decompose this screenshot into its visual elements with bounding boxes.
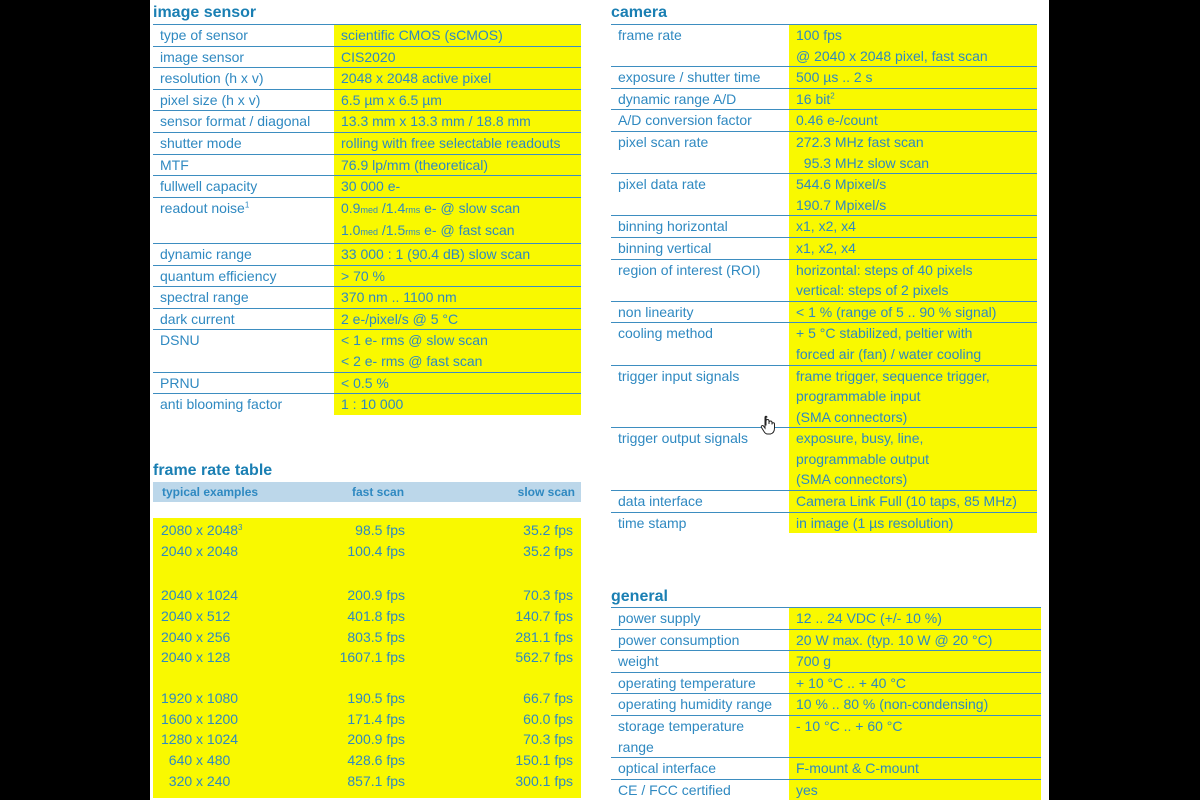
- value-text: 20 W max. (typ. 10 W @ 20 °C): [796, 631, 993, 648]
- sensor-label: [153, 394, 334, 415]
- table-row: [153, 154, 581, 176]
- general-label: operating temperature: [611, 672, 789, 694]
- sensor-label: [153, 351, 334, 372]
- value-text: (SMA connectors): [796, 471, 908, 488]
- label-text: PRNU: [160, 374, 200, 391]
- sensor-value: < 2 e- rms @ fast scan: [334, 351, 581, 372]
- slow-scan-cell: 35.2 fps: [523, 522, 573, 538]
- fast-scan-cell: 200.9 fps: [347, 731, 405, 747]
- camera-value: [789, 449, 1037, 470]
- camera-value: [789, 344, 1037, 365]
- table-row: [153, 25, 581, 47]
- camera-value: [789, 110, 1037, 132]
- table-row: [153, 265, 581, 287]
- value-text: 272.3 MHz fast scan: [796, 133, 924, 150]
- label-text: type of sensor: [160, 27, 248, 43]
- label-text: resolution (h x v): [160, 70, 264, 87]
- sensor-value: rolling with free selectable readouts: [334, 132, 581, 154]
- resolution-cell: 1280 x 1024: [161, 731, 239, 747]
- value-text: /1.4: [377, 199, 406, 216]
- table-row: [611, 386, 1037, 407]
- general-value: [789, 694, 1041, 716]
- table-row: [153, 394, 581, 415]
- table-row: [153, 287, 581, 309]
- value-text: 500 µs .. 2 s: [796, 69, 873, 86]
- general-heading: general: [611, 588, 668, 605]
- table-row: [153, 330, 581, 351]
- table-row: [611, 174, 1037, 195]
- table-row: [153, 372, 581, 394]
- table-row: [611, 737, 1041, 758]
- sensor-label: [153, 176, 334, 198]
- table-row: [611, 259, 1037, 280]
- table-row: [611, 131, 1037, 152]
- fast-scan-cell: 100.4 fps: [347, 543, 405, 559]
- slow-scan-cell: 60.0 fps: [523, 711, 573, 727]
- table-row: [611, 469, 1037, 490]
- sensor-value: > 70 %: [334, 265, 581, 287]
- image-sensor-heading: image sensor: [153, 4, 257, 21]
- camera-value: [789, 491, 1037, 513]
- sensor-label: [153, 154, 334, 176]
- camera-label: pixel data rate: [611, 174, 789, 195]
- value-sub: med: [360, 227, 378, 238]
- sensor-label: [153, 197, 334, 220]
- fast-scan-cell: 190.5 fps: [347, 690, 405, 706]
- table-row: [611, 153, 1037, 174]
- camera-value: [789, 259, 1037, 280]
- camera-value: [789, 237, 1037, 259]
- table-row: [611, 365, 1037, 386]
- camera-label: [611, 386, 789, 407]
- sensor-value: 76.9 lp/mm (theoretical): [334, 154, 581, 176]
- general-value: [789, 779, 1041, 800]
- frame-rate-row: 2080 x 2048 3 98.5 fps 35.2 fps: [153, 521, 581, 542]
- camera-label: A/D conversion factor: [611, 110, 789, 132]
- general-value: [789, 629, 1041, 651]
- sensor-label: [153, 265, 334, 287]
- table-row: [611, 25, 1037, 46]
- table-row: [611, 301, 1037, 323]
- table-row: [611, 608, 1041, 630]
- sensor-value: [334, 197, 581, 220]
- value-sub: med: [360, 204, 378, 215]
- frame-rate-row: [153, 586, 581, 607]
- camera-value: [789, 67, 1037, 89]
- general-label: power supply: [611, 608, 789, 630]
- label-text: spectral range: [160, 289, 249, 306]
- value-text: e- @ fast scan: [420, 222, 515, 239]
- fast-scan-cell: 401.8 fps: [347, 608, 405, 624]
- general-table: [611, 607, 1041, 800]
- camera-label: exposure / shutter time: [611, 67, 789, 89]
- camera-label: [611, 469, 789, 490]
- sensor-value: 6.5 µm x 6.5 µm: [334, 89, 581, 111]
- general-value: [789, 715, 1041, 736]
- sensor-value: 370 nm .. 1100 nm: [334, 287, 581, 309]
- resolution-cell: 1600 x 1200: [161, 711, 239, 727]
- fast-scan-cell: 803.5 fps: [347, 629, 405, 645]
- frame-rate-row: [153, 628, 581, 649]
- general-label: storage temperature: [611, 715, 789, 736]
- camera-value: [789, 280, 1037, 301]
- value-text: 190.7 Mpixel/s: [796, 196, 887, 213]
- table-row: [153, 46, 581, 68]
- camera-value: [789, 386, 1037, 407]
- slow-scan-cell: 70.3 fps: [523, 587, 573, 603]
- table-row: [153, 132, 581, 154]
- camera-label: trigger input signals: [611, 365, 789, 386]
- value-text: 700 g: [796, 653, 832, 670]
- camera-value: [789, 195, 1037, 216]
- general-label: operating humidity range: [611, 694, 789, 716]
- camera-label: non linearity: [611, 301, 789, 323]
- fast-scan-cell: 171.4 fps: [347, 711, 405, 727]
- table-row: [153, 197, 581, 220]
- table-row: [611, 67, 1037, 89]
- sensor-value: 2 e-/pixel/s @ 5 °C: [334, 308, 581, 330]
- resolution-cell: 2040 x 1024: [161, 587, 239, 603]
- image-sensor-table: [153, 24, 581, 415]
- value-text: programmable output: [796, 450, 930, 467]
- table-row: [611, 491, 1037, 513]
- value-text: 12 .. 24 VDC (+/- 10 %): [796, 610, 942, 626]
- fast-scan-cell: 98.5 fps: [355, 522, 405, 538]
- sensor-label: [153, 46, 334, 68]
- frame-rate-row: [153, 772, 581, 793]
- table-row: [611, 344, 1037, 365]
- value-text: exposure, busy, line,: [796, 430, 924, 447]
- resolution-cell: 1920 x 1080: [161, 690, 239, 706]
- table-row: [153, 351, 581, 372]
- camera-value: [789, 301, 1037, 323]
- camera-value: [789, 216, 1037, 238]
- hand-pointer-icon: [760, 415, 776, 435]
- slow-scan-cell: 300.1 fps: [515, 773, 573, 789]
- camera-label: [611, 195, 789, 216]
- value-text: @ 2040 x 2048 pixel, fast scan: [796, 47, 988, 64]
- general-label: power consumption: [611, 629, 789, 651]
- resolution-cell: 2040 x 128: [161, 649, 231, 665]
- value-text: + 10 °C .. + 40 °C: [796, 674, 907, 691]
- value-sub: rms: [405, 227, 421, 238]
- table-row: [611, 280, 1037, 301]
- sensor-label: [153, 68, 334, 90]
- value-text: forced air (fan) / water cooling: [796, 345, 982, 362]
- resolution-cell: 640 x 480: [161, 752, 231, 768]
- frame-rate-row: [153, 730, 581, 751]
- sensor-value: 2048 x 2048 active pixel: [334, 68, 581, 90]
- slow-scan-cell: 281.1 fps: [515, 629, 573, 645]
- camera-table: [611, 24, 1037, 533]
- fast-scan-cell: 1607.1 fps: [339, 649, 405, 665]
- camera-value: [789, 469, 1037, 490]
- camera-label: dynamic range A/D: [611, 88, 789, 110]
- table-row: [611, 195, 1037, 216]
- table-row: [611, 629, 1041, 651]
- value-text: 16 bit: [796, 90, 831, 107]
- camera-value: [789, 512, 1037, 533]
- table-row: [611, 715, 1041, 736]
- camera-label: data interface: [611, 491, 789, 513]
- table-row: [611, 758, 1041, 780]
- resolution-cell: 2040 x 512: [161, 608, 231, 624]
- slow-scan-cell: 66.7 fps: [523, 690, 573, 706]
- label-text: quantum efficiency: [160, 267, 277, 284]
- general-value: [789, 737, 1041, 758]
- slow-scan-cell: 150.1 fps: [515, 752, 573, 768]
- sensor-value: 33 000 : 1 (90.4 dB) slow scan: [334, 243, 581, 265]
- label-text: pixel size (h x v): [160, 91, 261, 108]
- value-text: /1.5: [377, 222, 406, 239]
- camera-value: [789, 365, 1037, 386]
- label-text: fullwell capacity: [160, 178, 258, 195]
- sensor-label: [153, 330, 334, 351]
- value-text: yes: [796, 781, 818, 798]
- value-text: 100 fps: [796, 27, 842, 43]
- label-text: dark current: [160, 310, 235, 327]
- slow-scan-cell: 140.7 fps: [515, 608, 573, 624]
- general-label: optical interface: [611, 758, 789, 780]
- fast-scan-cell: 428.6 fps: [347, 752, 405, 768]
- sensor-label: [153, 111, 334, 133]
- frame-rate-row: [153, 689, 581, 710]
- camera-value: [789, 46, 1037, 67]
- camera-value: [789, 153, 1037, 174]
- label-text: DSNU: [160, 332, 200, 349]
- table-row: [611, 512, 1037, 533]
- sensor-label: [153, 89, 334, 111]
- table-row: [153, 243, 581, 265]
- value-text: 0.9: [341, 199, 361, 216]
- resolution-cell: 2040 x 2048: [161, 543, 239, 559]
- value-text: x1, x2, x4: [796, 218, 856, 235]
- table-row: [153, 111, 581, 133]
- camera-label: binning vertical: [611, 237, 789, 259]
- sensor-value: 13.3 mm x 13.3 mm / 18.8 mm: [334, 111, 581, 133]
- value-text: 544.6 Mpixel/s: [796, 176, 887, 193]
- camera-value: [789, 25, 1037, 46]
- table-row: [153, 68, 581, 90]
- value-text: horizontal: steps of 40 pixels: [796, 261, 973, 278]
- sensor-label: [153, 220, 334, 243]
- table-row: [611, 428, 1037, 449]
- sensor-label: [153, 308, 334, 330]
- fast-scan-cell: 200.9 fps: [347, 587, 405, 603]
- value-text: e- @ slow scan: [420, 199, 521, 216]
- camera-label: trigger output signals: [611, 428, 789, 449]
- camera-label: [611, 46, 789, 67]
- camera-label: [611, 153, 789, 174]
- sensor-value: CIS2020: [334, 46, 581, 68]
- frame-rate-row: [153, 542, 581, 563]
- value-text: 1.0: [341, 222, 361, 239]
- table-row: [611, 110, 1037, 132]
- footnote-mark: 2: [830, 91, 835, 101]
- sensor-label: [153, 243, 334, 265]
- general-label: weight: [611, 651, 789, 673]
- value-text: programmable input: [796, 388, 921, 405]
- header-slow-scan: slow scan: [517, 485, 575, 499]
- general-value: [789, 608, 1041, 630]
- frame-rate-table-header: [153, 482, 581, 502]
- fast-scan-cell: 857.1 fps: [347, 773, 405, 789]
- resolution-cell: 320 x 240: [161, 773, 231, 789]
- value-text: - 10 °C .. + 60 °C: [796, 717, 903, 734]
- camera-value: [789, 407, 1037, 428]
- value-text: vertical: steps of 2 pixels: [796, 282, 949, 299]
- sensor-label: [153, 132, 334, 154]
- camera-value: [789, 428, 1037, 449]
- value-sub: rms: [405, 204, 421, 215]
- table-row: [153, 220, 581, 243]
- value-text: x1, x2, x4: [796, 239, 856, 256]
- value-text: in image (1 µs resolution): [796, 514, 954, 531]
- camera-value: [789, 174, 1037, 195]
- value-text: 10 % .. 80 % (non-condensing): [796, 696, 989, 713]
- camera-heading: camera: [611, 4, 668, 21]
- label-text: dynamic range: [160, 245, 252, 262]
- sensor-value: 1 : 10 000: [334, 394, 581, 415]
- general-value: [789, 758, 1041, 780]
- sensor-value: scientific CMOS (sCMOS): [334, 25, 581, 47]
- table-row: [611, 672, 1041, 694]
- sensor-label: [153, 372, 334, 394]
- header-fast-scan: fast scan: [352, 485, 405, 499]
- table-row: [153, 89, 581, 111]
- value-text: 0.46 e-/count: [796, 112, 878, 129]
- frame-rate-table-heading: frame rate table: [153, 462, 273, 479]
- slow-scan-cell: 562.7 fps: [515, 649, 573, 665]
- label-text: anti blooming factor: [160, 396, 283, 413]
- camera-label: pixel scan rate: [611, 131, 789, 152]
- sensor-value: 30 000 e-: [334, 176, 581, 198]
- sensor-value: < 1 e- rms @ slow scan: [334, 330, 581, 351]
- label-text: sensor format / diagonal: [160, 113, 311, 130]
- camera-label: [611, 344, 789, 365]
- camera-label: [611, 280, 789, 301]
- resolution-cell: 2040 x 256: [161, 629, 231, 645]
- camera-value: [789, 88, 1037, 110]
- table-row: [611, 779, 1041, 800]
- camera-label: [611, 449, 789, 470]
- resolution-cell: 2080 x 2048: [161, 522, 239, 538]
- sensor-value: < 0.5 %: [334, 372, 581, 394]
- camera-label: time stamp: [611, 512, 789, 533]
- table-row: [611, 407, 1037, 428]
- table-row: [611, 449, 1037, 470]
- camera-value: [789, 323, 1037, 344]
- general-value: [789, 651, 1041, 673]
- table-row: [611, 237, 1037, 259]
- value-text: (SMA connectors): [796, 408, 908, 425]
- camera-label: cooling method: [611, 323, 789, 344]
- label-text: readout noise: [160, 199, 245, 216]
- frame-rate-row: [153, 751, 581, 772]
- sensor-value: [334, 220, 581, 243]
- general-value: [789, 672, 1041, 694]
- table-row: [611, 651, 1041, 673]
- table-row: [611, 46, 1037, 67]
- value-text: frame trigger, sequence trigger,: [796, 367, 990, 384]
- value-text: < 1 % (range of 5 .. 90 % signal): [796, 303, 997, 320]
- frame-rate-row: [153, 648, 581, 669]
- frame-rate-row: [153, 607, 581, 628]
- label-text: MTF: [160, 156, 189, 173]
- table-row: [611, 323, 1037, 344]
- sensor-label: [153, 287, 334, 309]
- header-typical-examples: typical examples: [162, 485, 259, 499]
- camera-label: frame rate: [611, 25, 789, 46]
- value-text: 95.3 MHz slow scan: [796, 154, 930, 171]
- table-row: [611, 694, 1041, 716]
- slow-scan-cell: 70.3 fps: [523, 731, 573, 747]
- table-row: [153, 308, 581, 330]
- general-label: CE / FCC certified: [611, 779, 789, 800]
- value-text: F-mount & C-mount: [796, 760, 919, 777]
- footnote-mark: 1: [244, 200, 250, 210]
- sensor-label: [153, 25, 334, 47]
- label-text: image sensor: [160, 48, 245, 65]
- general-label: range: [611, 737, 789, 758]
- table-row: [611, 216, 1037, 238]
- frame-rate-row: [153, 710, 581, 731]
- camera-label: region of interest (ROI): [611, 259, 789, 280]
- camera-label: binning horizontal: [611, 216, 789, 238]
- value-text: + 5 °C stabilized, peltier with: [796, 325, 973, 342]
- value-text: Camera Link Full (10 taps, 85 MHz): [796, 493, 1017, 510]
- slow-scan-cell: 35.2 fps: [523, 543, 573, 559]
- camera-value: [789, 131, 1037, 152]
- table-row: [611, 88, 1037, 110]
- table-row: [153, 176, 581, 198]
- label-text: shutter mode: [160, 134, 242, 151]
